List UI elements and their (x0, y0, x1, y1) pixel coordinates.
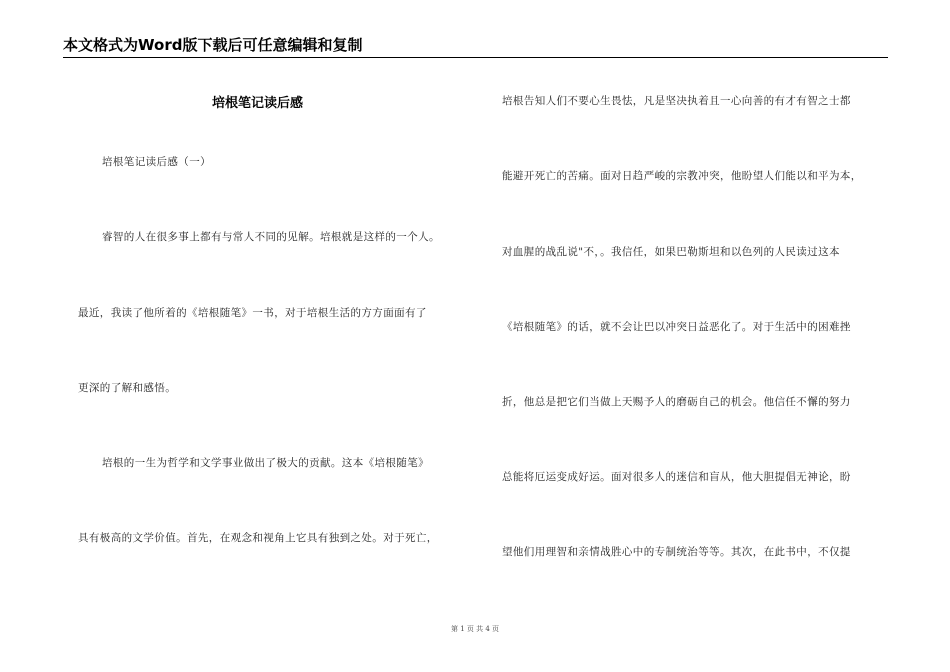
header-divider (63, 57, 888, 58)
right-line-2: 能避开死亡的苦痛。面对日趋严峻的宗教冲突，他盼望人们能以和平为本， (502, 170, 862, 182)
right-line-1: 培根告知人们不要心生畏怯，凡是坚决执着且一心向善的有才有智之士都 (502, 95, 851, 107)
right-line-7: 望他们用理智和亲情战胜心中的专制统治等等。其次，在此书中，不仅提 (502, 546, 851, 558)
left-line-1: 培根笔记读后感（一） (102, 156, 211, 168)
left-line-5: 培根的一生为哲学和文学事业做出了极大的贡献。这本《培根随笔》 (102, 457, 429, 469)
page-header-title: 本文格式为Word版下载后可任意编辑和复制 (63, 36, 363, 54)
document-title: 培根笔记读后感 (212, 96, 304, 111)
left-line-2: 睿智的人在很多事上都有与常人不同的见解。培根就是这样的一个人。 (102, 231, 440, 243)
left-line-4: 更深的了解和感悟。 (78, 382, 177, 394)
page-number: 第 1 页 共 4 页 (450, 625, 500, 633)
right-line-4: 《培根随笔》的话，就不会让巴以冲突日益恶化了。对于生活中的困难挫 (502, 321, 851, 333)
right-line-6: 总能将厄运变成好运。面对很多人的迷信和盲从，他大胆提倡无神论，盼 (502, 471, 851, 483)
left-line-6: 具有极高的文学价值。首先，在观念和视角上它具有独到之处。对于死亡， (78, 532, 438, 544)
left-line-3: 最近，我读了他所着的《培根随笔》一书，对于培根生活的方方面面有了 (78, 307, 427, 319)
right-line-3: 对血腥的战乱说"不，。我信任，如果巴勒斯坦和以色列的人民读过这本 (502, 246, 840, 258)
right-line-5: 折，他总是把它们当做上天赐予人的磨砺自己的机会。他信任不懈的努力 (502, 396, 851, 408)
